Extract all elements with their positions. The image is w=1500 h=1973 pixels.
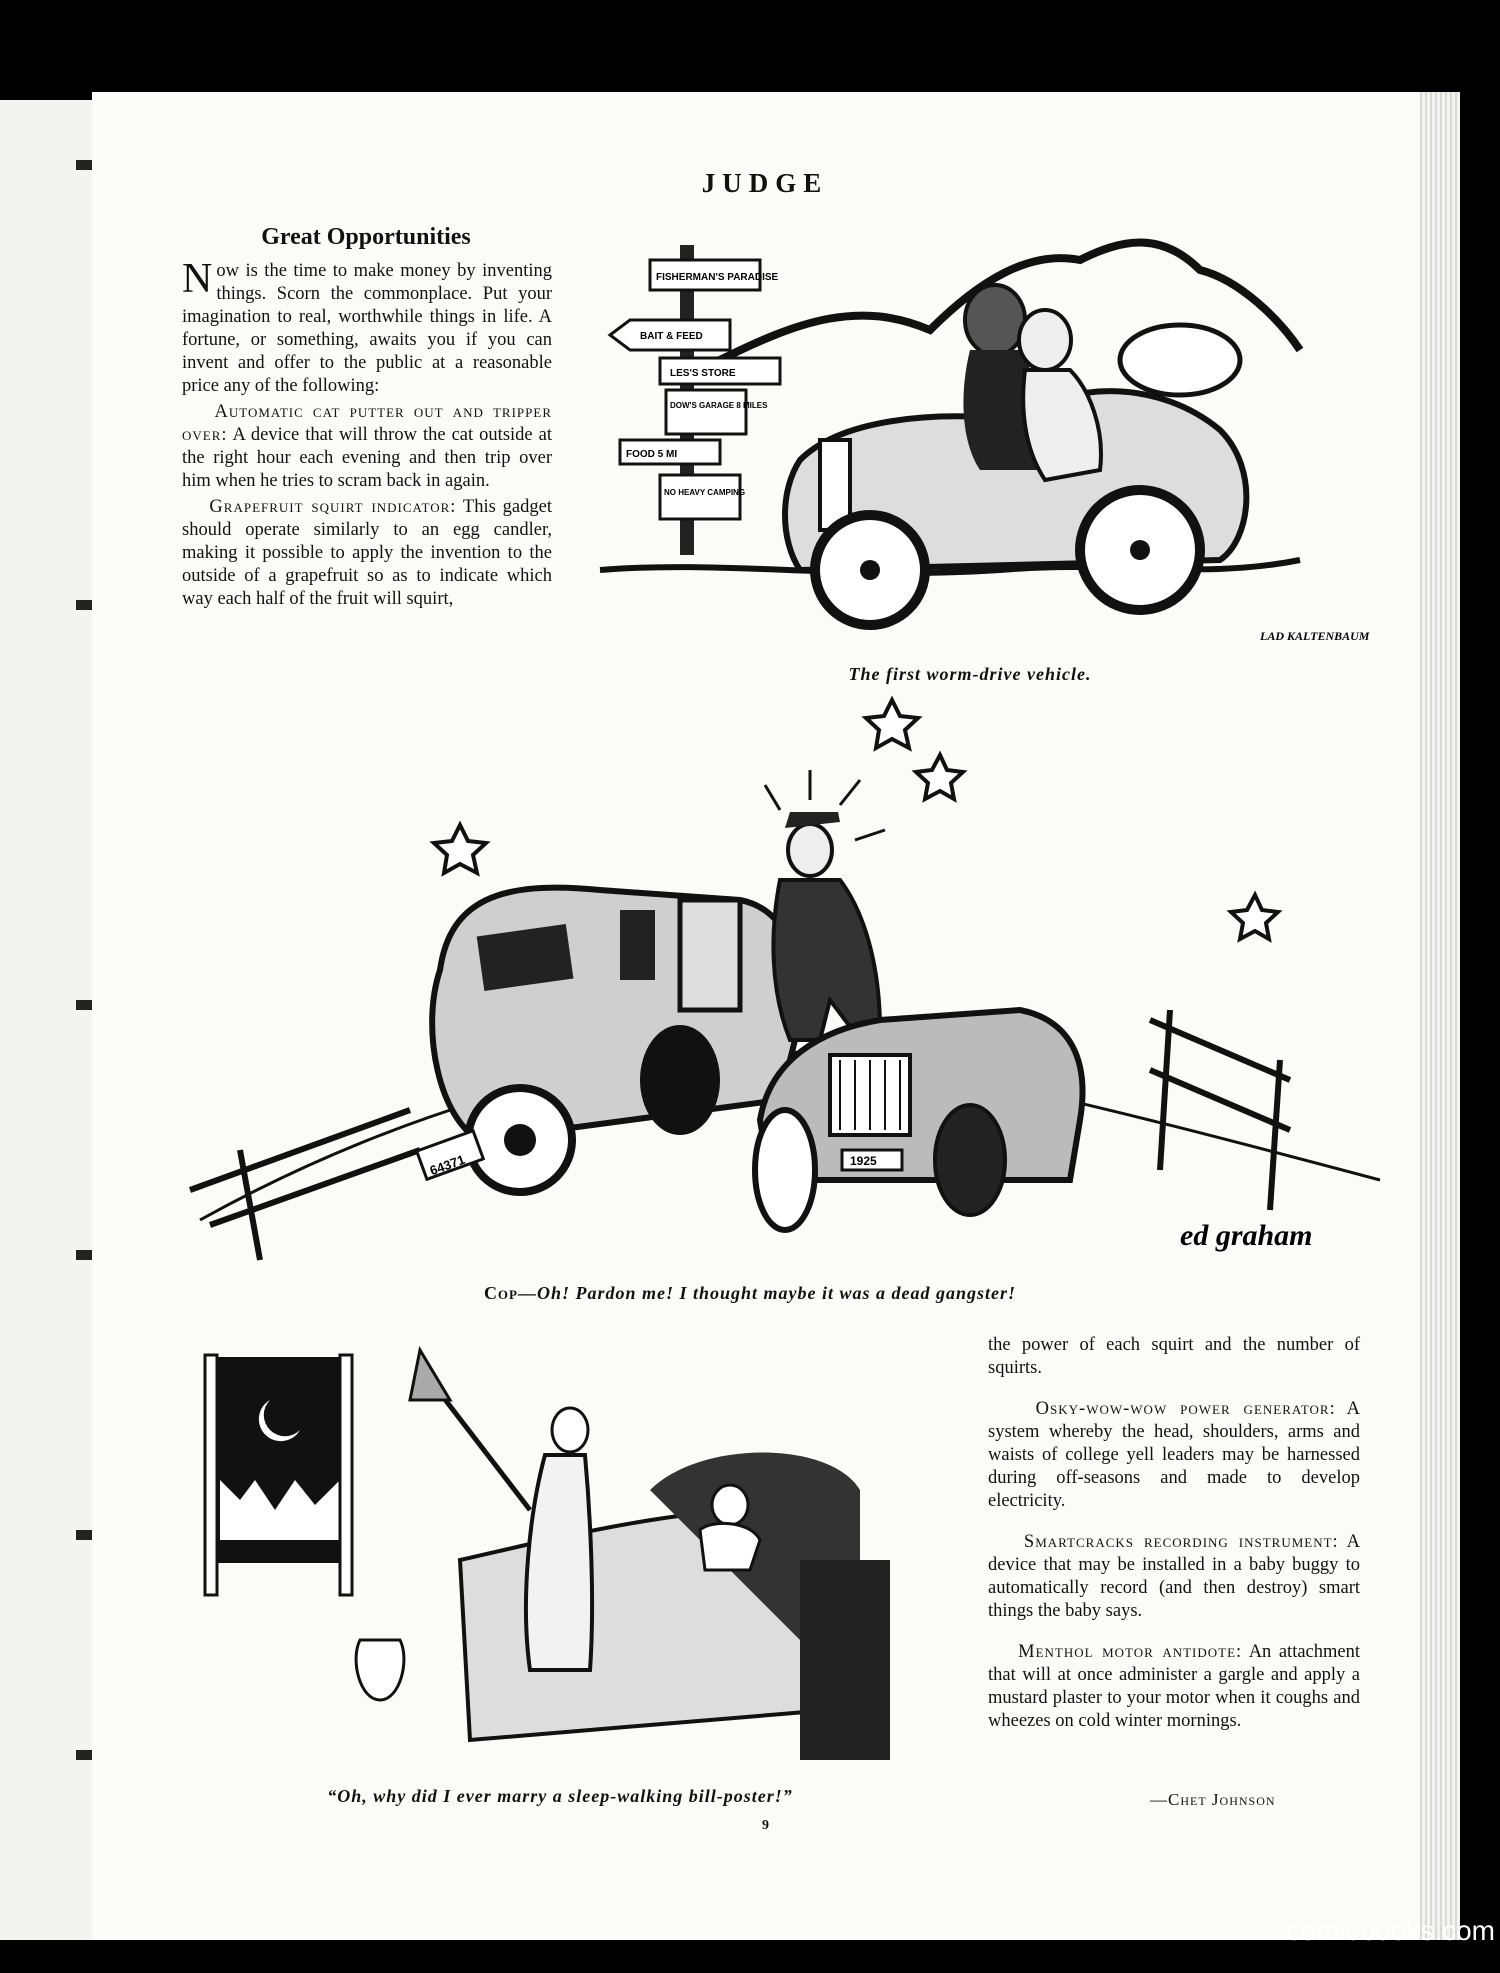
jalopy-wheel xyxy=(755,1110,815,1230)
bed-footboard xyxy=(800,1560,890,1760)
item-text: An attachment that will at once administer a gargle and apply a mustard plaster to your motor when it coughs and wheezes on cold winter mornings. xyxy=(988,1642,1360,1731)
page-number: 9 xyxy=(762,1818,769,1833)
intro-paragraph xyxy=(182,256,552,398)
left-page-edge xyxy=(0,100,95,1940)
wife-head xyxy=(712,1485,748,1525)
wheel-hub xyxy=(504,1124,536,1156)
passenger-body xyxy=(1023,370,1101,480)
wheel-hub xyxy=(860,560,880,580)
caption-top: The first worm-drive vehicle. xyxy=(848,664,1092,684)
sign-text: NO HEAVY CAMPING xyxy=(664,488,746,497)
binding-mark xyxy=(76,1750,92,1760)
item-paragraph xyxy=(988,1641,1360,1733)
shock-line xyxy=(855,830,885,840)
item-paragraph xyxy=(182,496,552,611)
item-heading: Smartcracks recording instrument: xyxy=(1023,1532,1339,1552)
item-paragraph xyxy=(182,401,552,493)
cop-body xyxy=(773,880,880,1040)
sign-text: LES'S STORE xyxy=(670,368,736,379)
window-curtain xyxy=(340,1355,352,1595)
cartoon-bill-poster xyxy=(200,1340,960,1770)
binding-mark xyxy=(76,600,92,610)
husband-nightshirt xyxy=(526,1455,592,1670)
sign-board xyxy=(666,390,746,434)
passenger-head xyxy=(1019,310,1071,370)
binding-mark xyxy=(76,1530,92,1540)
wheel-hub xyxy=(1130,540,1150,560)
item-heading: Automatic cat putter out and tripper over: xyxy=(182,402,553,445)
sedan-door xyxy=(680,900,740,1010)
jalopy-wheel xyxy=(935,1105,1005,1215)
caption-bottom: “Oh, why did I ever marry a sleep-walking bill-poster!” xyxy=(327,1786,793,1806)
license-plate xyxy=(417,1131,484,1180)
page-stack-edge xyxy=(1420,92,1460,1940)
article-column-right xyxy=(988,1334,1360,1736)
watermark: comicbooks.com xyxy=(1286,1915,1495,1946)
item-text: This gadget should operate similarly to an egg candler, making it possible to apply the invention to the outside of a grapefruit so as to indicate which way each half of the fruit will squirt, xyxy=(182,497,552,609)
caption-middle xyxy=(300,1283,1200,1304)
artist-signature: LAD KALTENBAUM xyxy=(1260,629,1370,643)
intro-text: ow is the time to make money by inventing things. Scorn the commonplace. Put your imagination to real, worthwhile things in life. A fortune, or something, awaits you if you can invent and offer to the public at a reasonable price any of the following: xyxy=(182,261,552,396)
sign-text: FOOD 5 MI xyxy=(626,449,678,460)
binding-mark xyxy=(76,1250,92,1260)
binding-mark xyxy=(76,160,92,170)
author-byline: —Chet Johnson xyxy=(1150,1790,1276,1809)
dropcap: N xyxy=(182,256,213,302)
sedan-window xyxy=(620,910,655,980)
driver-head xyxy=(965,285,1025,355)
cop-head xyxy=(788,824,832,876)
binding-mark xyxy=(76,1000,92,1010)
item-heading: Osky-wow-wow power generator: xyxy=(1035,1399,1336,1419)
continuation-paragraph: the power of each squirt and the number of squirts. xyxy=(988,1335,1360,1378)
article-column-left xyxy=(182,256,553,614)
article-title: Great Opportunities xyxy=(261,224,471,250)
license-plate-text: 1925 xyxy=(850,1154,877,1168)
spare-tire xyxy=(1120,325,1240,395)
husband-head xyxy=(552,1408,588,1452)
shock-line xyxy=(840,780,860,805)
window-curtain xyxy=(205,1355,217,1595)
sedan-wheel xyxy=(640,1025,720,1135)
fence-post xyxy=(1270,1060,1280,1210)
fence-rail xyxy=(190,1110,410,1190)
caption-speaker: Cop xyxy=(483,1283,518,1303)
cartoon-cop-gangster xyxy=(180,700,1380,1270)
license-plate-text: 64371 xyxy=(427,1151,467,1179)
wife-body xyxy=(700,1523,760,1570)
shock-line xyxy=(765,785,780,810)
magazine-title: JUDGE xyxy=(701,168,829,198)
item-text: A device that will throw the cat outside at the right hour each evening and then trip over him when he tries to scram back in again. xyxy=(182,425,552,491)
star-icon xyxy=(866,700,918,748)
star-icon xyxy=(434,825,486,873)
item-text: A device that may be installed in a baby buggy to automatically record (and then destroy) smart things the baby says. xyxy=(988,1532,1361,1621)
item-paragraph xyxy=(988,1531,1360,1623)
sign-text: BAIT & FEED xyxy=(640,331,703,342)
fence-post xyxy=(1160,1010,1170,1170)
star-icon xyxy=(1231,895,1278,939)
fence-rail xyxy=(1150,1020,1290,1080)
cartoon-worm-drive xyxy=(600,240,1370,660)
item-text: A system whereby the head, shoulders, arms and waists of college yell leaders may be harnessed during off-seasons and made to develop electricity. xyxy=(988,1399,1360,1511)
sign-board xyxy=(660,475,740,519)
star-icon xyxy=(916,755,963,799)
item-paragraph xyxy=(988,1398,1360,1513)
artist-signature: ed graham xyxy=(1180,1219,1313,1252)
sign-text: FISHERMAN'S PARADISE xyxy=(656,272,779,283)
caption-text: —Oh! Pardon me! I thought maybe it was a dead gangster! xyxy=(518,1283,1017,1303)
fence-rail xyxy=(1150,1070,1290,1130)
item-heading: Menthol motor antidote: xyxy=(1018,1642,1243,1662)
sign-text: DOW'S GARAGE 8 MILES xyxy=(670,401,768,410)
item-heading: Grapefruit squirt indicator: xyxy=(209,497,457,517)
